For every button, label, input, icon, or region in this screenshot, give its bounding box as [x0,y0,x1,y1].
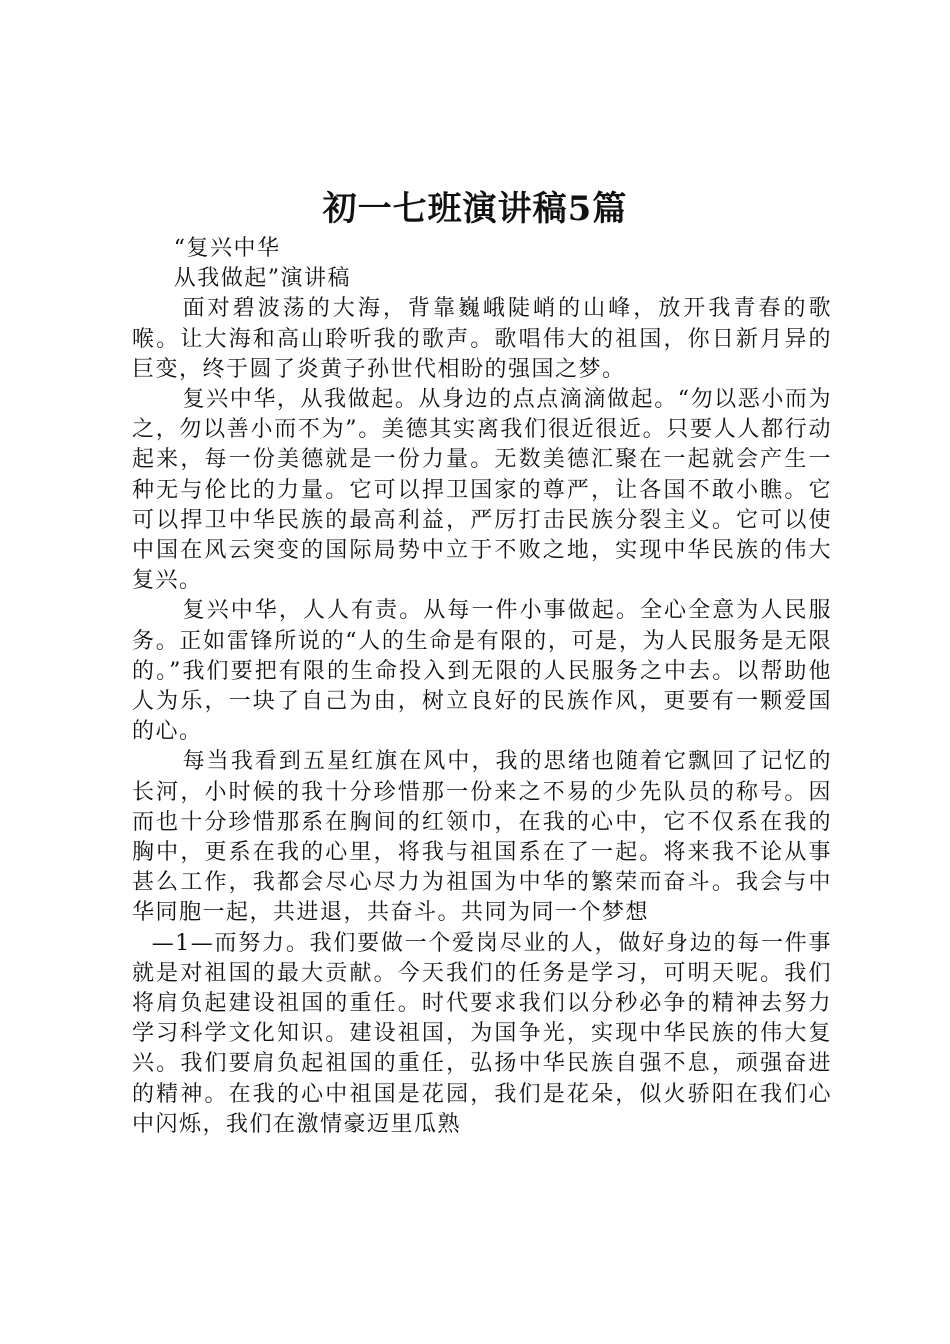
paragraph-4: 每当我看到五星红旗在风中，我的思绪也随着它飘回了记忆的长河，小时候的我十分珍惜那一份来之不易的少先队员的称号。因而也十分珍惜那系在胸间的红领巾，在我的心中，它不仅系在我的胸中，更系在我的心里，将我与祖国系在了一起。将来我不论从事甚么工作，我都会尽心尽力为祖国为中华的繁荣而奋斗。我会与中华同胞一起，共进退，共奋斗。共同为同一个梦想 [132,749,832,926]
paragraph-2: 复兴中华，从我做起。从身边的点点滴滴做起。“勿以恶小而为之，勿以善小而不为”。美德其实离我们很近很近。只要人人都行动起来，每一份美德就是一份力量。无数美德汇聚在一起就会产生一种无与伦比的力量。它可以捍卫国家的尊严，让各国不敢小瞧。它可以捍卫中华民族的最高利益，严厉打击民族分裂主义。它可以使中国在风云突变的国际局势中立于不败之地，实现中华民族的伟大复兴。 [132,387,832,594]
subtitle-line-1: “复兴中华 [173,236,281,261]
document-title: 初一七班演讲稿5篇 [322,189,628,229]
paragraph-continuation: —1—而努力。我们要做一个爱岗尽业的人，做好身边的每一件事就是对祖国的最大贡献。今天我们的任务是学习，可明天呢。我们将肩负起建设祖国的重任。时代要求我们以分秒必争的精神去努力学习科学文化知识。建设祖国，为国争光，实现中华民族的伟大复兴。我们要肩负起祖国的重任，弘扬中华民族自强不息，顽强奋进的精神。在我的心中祖国是花园，我们是花朵，似火骄阳在我们心中闪烁，我们在激情豪迈里瓜熟 [132,930,832,1137]
paragraph-1: 面对碧波荡的大海，背靠巍峨陡峭的山峰，放开我青春的歌喉。让大海和高山聆听我的歌声。歌唱伟大的祖国，你日新月异的巨变，终于圆了炎黄子孙世代相盼的强国之梦。 [132,296,832,382]
document-body [132,234,832,1140]
paragraph-3: 复兴中华，人人有责。从每一件小事做起。全心全意为人民服务。正如雷锋所说的“人的生命是有限的，可是，为人民服务是无限的。”我们要把有限的生命投入到无限的人民服务之中去。以帮助他人为乐，一块了自己为由，树立良好的民族作风，更要有一颗爱国的心。 [132,598,832,745]
subtitle-line-2: 从我做起”演讲稿 [173,266,352,292]
